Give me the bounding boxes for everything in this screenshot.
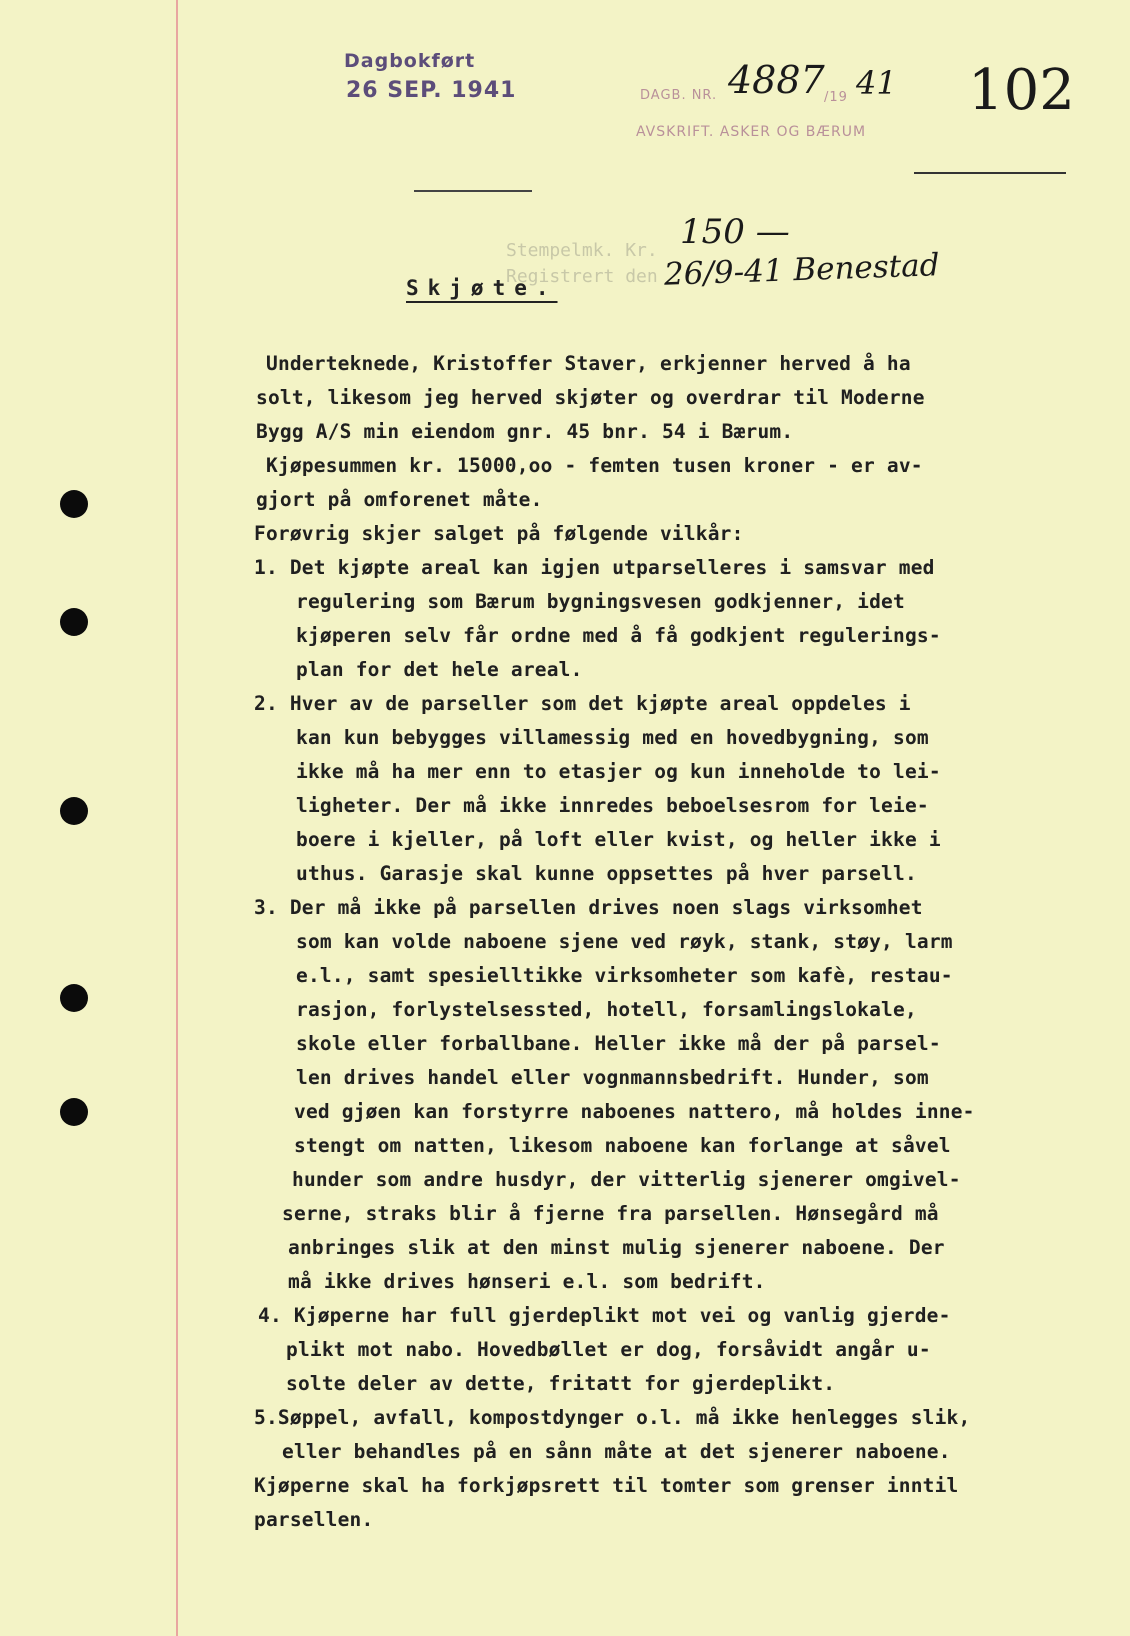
document-line: len drives handel eller vognmannsbedrift. Hunder, som [296,1066,929,1089]
document-line: skole eller forballbane. Heller ikke må der på parsel- [296,1032,941,1055]
document-line: som kan volde naboene sjene ved røyk, stank, støy, larm [296,930,953,953]
document-line: Bygg A/S min eiendom gnr. 45 bnr. 54 i Bærum. [256,420,794,443]
document-line: plan for det hele areal. [296,658,583,681]
document-line: 3. Der må ikke på parsellen drives noen slags virksomhet [254,896,923,919]
document-line: 2. Hver av de parseller som det kjøpte areal oppdeles i [254,692,911,715]
document-line: Kjøpesummen kr. 15000,oo - femten tusen kroner - er av- [266,454,923,477]
document-line: solt, likesom jeg herved skjøter og overdrar til Moderne [256,386,925,409]
document-line: må ikke drives hønseri e.l. som bedrift. [288,1270,766,1293]
document-line: kjøperen selv får ordne med å få godkjent regulerings- [296,624,941,647]
dagbokfort-stamp-label: Dagbokført [344,50,476,72]
dagb-nr-year: 41 [856,64,897,102]
faint-registrert-line: Registrert den [506,266,658,287]
document-line: solte deler av dette, fritatt for gjerdeplikt. [286,1372,836,1395]
handwritten-date-signature: 26/9-41 Benestad [663,247,941,293]
document-line: 5.Søppel, avfall, kompostdynger o.l. må ikke henlegges slik, [254,1406,971,1429]
document-line: ligheter. Der må ikke innredes beboelsesrom for leie- [296,794,929,817]
document-line: Kjøperne skal ha forkjøpsrett til tomter som grenser inntil [254,1474,959,1497]
page-number: 102 [968,58,1075,123]
document-line: regulering som Bærum bygningsvesen godkjenner, idet [296,590,905,613]
document-line: 1. Det kjøpte areal kan igjen utparselleres i samsvar med [254,556,935,579]
document-line: hunder som andre husdyr, der vitterlig sjenerer omgivel- [292,1168,961,1191]
handwritten-amount: 150 — [680,212,790,252]
faint-stempel-line: Stempelmk. Kr. [506,240,658,261]
dagb-nr-number: 4887 [728,58,825,102]
document-line: stengt om natten, likesom naboene kan forlange at såvel [294,1134,951,1157]
document-line: Underteknede, Kristoffer Staver, erkjenner herved å ha [266,352,911,375]
document-line: anbringes slik at den minst mulig sjenerer naboene. Der [288,1236,945,1259]
document-line: kan kun bebygges villamessig med en hovedbygning, som [296,726,929,749]
document-title: Skjøte. [406,276,558,300]
document-line: Forøvrig skjer salget på følgende vilkår: [254,522,744,545]
document-line: rasjon, forlystelsessted, hotell, forsamlingslokale, [296,998,917,1021]
document-line: 4. Kjøperne har full gjerdeplikt mot vei og vanlig gjerde- [258,1304,951,1327]
dagb-nr-label: DAGB. NR. [640,88,718,103]
document-line: serne, straks blir å fjerne fra parsellen. Hønsegård må [282,1202,939,1225]
document-line: ikke må ha mer enn to etasjer og kun inneholde to lei- [296,760,941,783]
document-line: plikt mot nabo. Hovedbøllet er dog, forsåvidt angår u- [286,1338,931,1361]
document-line: boere i kjeller, på loft eller kvist, og heller ikke i [296,828,941,851]
document-line: eller behandles på en sånn måte at det sjenerer naboene. [282,1440,951,1463]
document-line: uthus. Garasje skal kunne oppsettes på hver parsell. [296,862,917,885]
document-line: gjort på omforenet måte. [256,488,543,511]
document-line: e.l., samt spesielltikke virksomheter som kafè, restau- [296,964,953,987]
document-line: parsellen. [254,1508,374,1531]
dagbokfort-stamp-date: 26 SEP. 1941 [346,78,517,103]
dagb-nr-year-prefix: /19 [824,90,848,105]
document-line: ved gjøen kan forstyrre naboenes nattero, må holdes inne- [294,1100,975,1123]
avskrift-stamp: AVSKRIFT. ASKER OG BÆRUM [636,124,867,140]
